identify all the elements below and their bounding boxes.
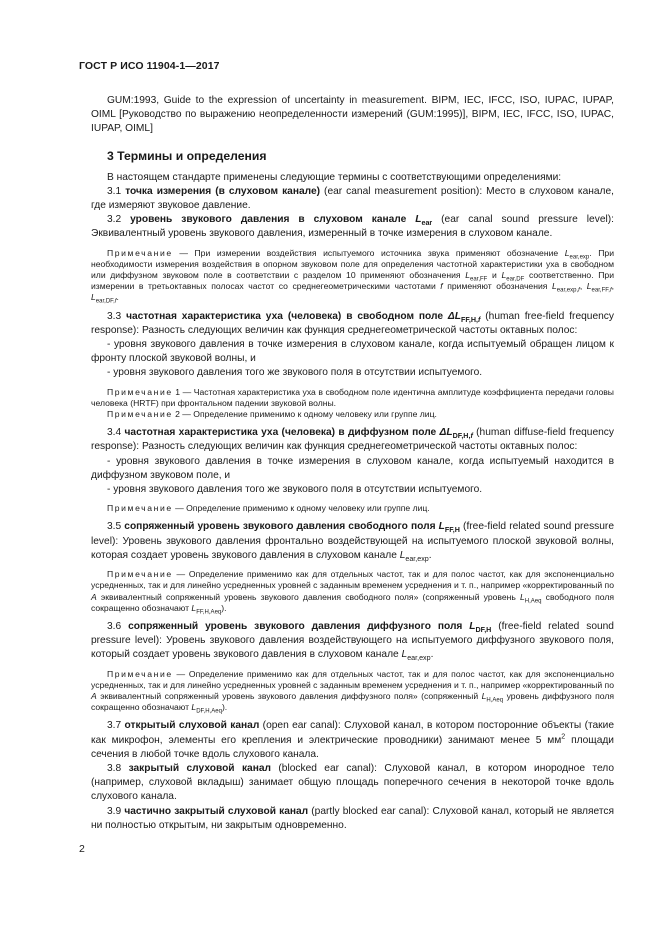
term-number: 3.7 (107, 720, 122, 732)
term-name: открытый слуховой канал (124, 720, 260, 732)
running-header: ГОСТ Р ИСО 11904-1—2017 (79, 60, 220, 72)
term-3-6: 3.6 сопряженный уровень звукового давления диффузного поля $L_{DF,H}$ (free-field related sound pressure level): Уровень звукового давления воздействующего на испытуемого диффузного звукового поля, который создает уровень звукового давления в слуховом канале $L_{ear,exp}$. (91, 620, 614, 663)
term-definition: (open ear canal): Слуховой канал, в котором посторонние объекты (такие как микрофон, элементы его крепления и электрические проводники) занимают менее 5 мм (91, 720, 614, 746)
term-3-9 (91, 805, 614, 833)
term-definition: (free-field related sound pressure level): Уровень звукового давления воздействующего на испытуемого диффузного звукового поля, который создает уровень звукового давления в слуховом канале (91, 620, 614, 661)
term-definition: (partly blocked ear canal): Слуховой канал, который не является ни полностью открытым, ни закрытым одновременно. (91, 805, 614, 831)
term-symbol: L (469, 620, 476, 632)
note-3-5: Примечание — Определение применимо как для отдельных частот, так и для полос частот, как для экспоненциально усредненных, так и для линейно усредненных уровней с заданным временем усреднения и т. п., например «корректированный по A эквивалентный сопряженный уровень звукового давления свободного поля» (сопряженный уровень $L_{H,Aeq}$ свободного поля сокращенно обозначают $L_{FF,H,Aeq}$). (91, 569, 615, 616)
term-name: уровень звукового давления в слуховом канале (130, 214, 407, 226)
term-3-1 (91, 185, 614, 213)
page-number: 2 (79, 843, 85, 855)
note-3-3-1: Примечание 1 — Частотная характеристика уха в свободном поле идентична амплитуде коэффициента передачи головы человека (HRTF) при фронтальном падении звуковой волны. (91, 386, 614, 408)
term-symbol: ΔL (447, 310, 461, 322)
page-content (91, 94, 614, 833)
term-number: 3.9 (107, 805, 122, 817)
note-label: Примечание (107, 386, 173, 397)
section-title: 3 Термины и определения (107, 148, 267, 163)
term-number: 3.4 (107, 427, 122, 439)
term-definition: (blocked ear canal): Слуховой канал, в котором инородное тело (например, слуховой вкладыш) занимает общую площадь поперечного сечения в некоторой точке вдоль слухового канала. (91, 762, 614, 803)
term-definition: (ear canal sound pressure level): Эквивалентный уровень звукового давления, измеренный в точке измерения в слуховом канале. (91, 214, 614, 240)
note-label: Примечание (107, 569, 173, 580)
term-name: точка измерения (в слуховом канале) (125, 185, 321, 197)
gum-reference: GUM:1993, Guide to the expression of uncertainty in measurement. BIPM, IEC, IFCC, ISO, IUPAC, IUPAP, OIML [Руководство по выражению неопределенности измерений (GUM:1995)], BIPM, IEC, IFCC, ISO, IUPAC, IUPAP, OIML] (91, 95, 614, 135)
term-name: частично закрытый слуховой канал (124, 805, 309, 817)
term-3-7: 3.7 открытый слуховой канал (open ear canal): Слуховой канал, в котором посторонние объекты (такие как микрофон, элементы его крепления и электрические проводники) занимают менее 5 $мм^2$ площади сечения в любой точке вдоль слухового канала. (91, 720, 614, 760)
list-item: - уровня звукового давления того же звукового поля в отсутствии испытуемого. (107, 484, 483, 496)
term-symbol-sub: ear (421, 219, 433, 228)
term-definition: (ear canal measurement position): Место в слуховом канале, где измеряют звуковое давление. (91, 185, 614, 212)
term-definition: (human free-field frequency response): Разность следующих величин как функция среднегеометрической частоты октавных полос: (91, 310, 614, 336)
intro-paragraph: В настоящем стандарте применены следующие термины с соответствующими определениями: (107, 171, 562, 183)
term-number: 3.2 (107, 214, 122, 226)
term-number: 3.5 (107, 521, 122, 533)
term-number: 3.8 (107, 762, 122, 774)
note-label: Примечание (107, 409, 173, 420)
term-name: сопряженный уровень звукового давления свободного поля (124, 521, 436, 533)
term-symbol: L (438, 521, 445, 533)
term-name: сопряженный уровень звукового давления диффузного поля (128, 620, 463, 632)
note-3-4: Примечание — Определение применимо к одному человеку или группе лиц. (107, 503, 430, 514)
note-3-6: Примечание — Определение применимо как для отдельных частот, так и для полос частот, как для экспоненциально усредненных, так и для линейно усредненных уровней с заданным временем усреднения и т. п., например «корректированный по A эквивалентный сопряженный уровень звукового давления диффузного поля» (сопряженный $L_{H,Aeq}$ уровень диффузного поля сокращенно обозначают $L_{DF,H,Aeq}$). (91, 668, 614, 715)
term-name: закрытый слуховой канал (128, 762, 272, 774)
note-label: Примечание (107, 668, 173, 679)
note-label: Примечание (107, 503, 173, 514)
note-label: Примечание (107, 247, 173, 258)
term-symbol: L (415, 214, 422, 226)
term-3-5: 3.5 сопряженный уровень звукового давления свободного поля $L_{FF,H}$ (free-field related sound pressure level): Уровень звукового давления фронтально воздействующей на испытуемого плоской звуковой волны, которая создает уровень звукового давления в слуховом канале $L_{ear,exp}$. (91, 521, 614, 563)
term-3-4: 3.4 частотная характеристика уха (человека) в диффузном поле $\Delta L_{DF,H,f}$ (human diffuse-field frequency response): Разность следующих величин как функция среднегеометрической частоты октавных полос: (91, 427, 614, 453)
term-definition: (free-field related sound pressure level): Уровень звукового давления фронтально воздействующей на испытуемого плоской звуковой волны, которая создает уровень звукового давления в слуховом канале (91, 521, 614, 561)
list-item: - уровня звукового давления того же звукового поля в отсутствии испытуемого. (107, 367, 483, 379)
term-number: 3.1 (107, 185, 122, 197)
term-number: 3.6 (107, 620, 122, 632)
term-definition: (human diffuse-field frequency response): Разность следующих величин как функция среднегеометрической частоты октавных полос: (91, 427, 614, 453)
term-name: частотная характеристика уха (человека) в свободном поле (126, 310, 443, 322)
list-item: - уровня звукового давления в точке измерения в слуховом канале, когда испытуемый находится в диффузном звуковом поле, и (91, 455, 614, 481)
note-3-2: Примечание — При измерении воздействия испытуемого источника звука применяют обозначение $L_{ear,exp}$. При необходимости измерения воздействия в опорном звуковом поле для определения частотной характеристики уха в свободном или диффузном звуковом поле в соответствии с разделом 10 применяют обозначения $L_{ear,FF}$ и $L_{ear,DF}$ соответственно. При измерении в третьоктавных полосах частот со среднегеометрическими частотами f применяют обозначения $L_{ear,exp,f}$, $L_{ear,FF,f}$, $L_{ear,DF,f}$. (91, 247, 615, 306)
term-name: частотная характеристика уха (человека) в диффузном поле (124, 427, 437, 439)
list-item: - уровня звукового давления в точке измерения в слуховом канале, когда испытуемый обращен лицом к фронту плоской звуковой волны, и (91, 339, 614, 365)
term-3-3: 3.3 частотная характеристика уха (человека) в свободном поле $\Delta L_{FF,H,f}$ (human free-field frequency response): Разность следующих величин как функция среднегеометрической частоты октавных полос: (91, 310, 614, 336)
note-3-3-2: Примечание 2 — Определение применимо к одному человеку или группе лиц. (107, 409, 437, 420)
term-number: 3.3 (107, 310, 122, 322)
term-3-8 (91, 762, 614, 805)
term-symbol: ΔL (439, 427, 453, 439)
term-3-2 (91, 213, 614, 241)
